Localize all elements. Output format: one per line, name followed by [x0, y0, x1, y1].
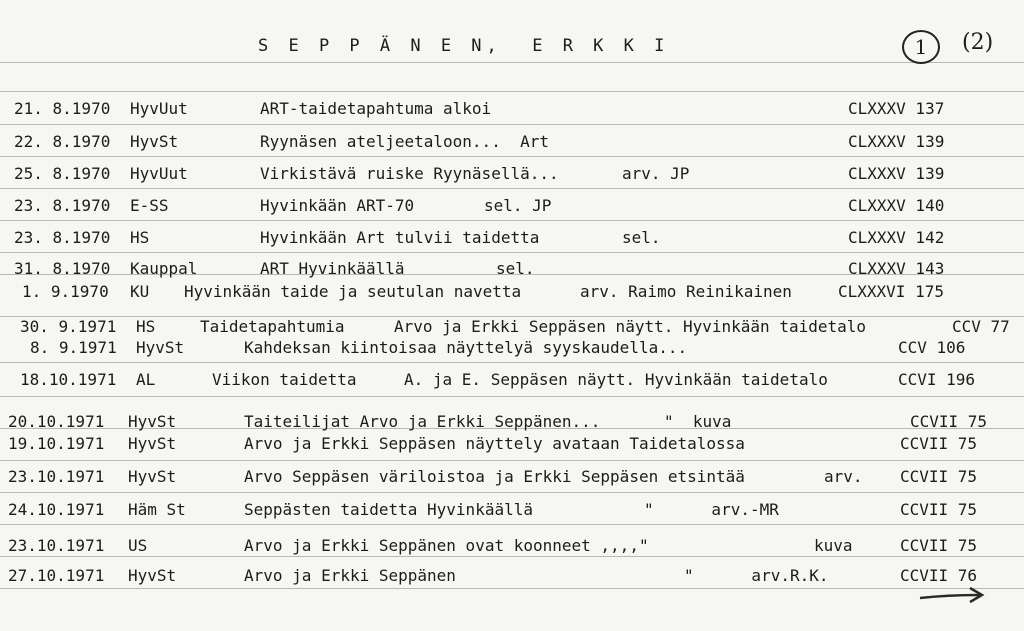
entry-source: AL — [136, 370, 156, 389]
entry-date: 23. 8.1970 — [14, 196, 111, 215]
rule-line — [0, 252, 1024, 253]
entry-source: HyvUut — [130, 164, 188, 183]
entry-ref: CCVII 75 — [900, 536, 978, 555]
entry-date: 23. 8.1970 — [14, 228, 111, 247]
entry-ref: CLXXXV 140 — [848, 196, 945, 215]
rule-line — [0, 188, 1024, 189]
rule-line — [0, 362, 1024, 363]
rule-line — [0, 556, 1024, 557]
entry-source: HyvSt — [136, 338, 185, 357]
entry-source: HyvSt — [130, 132, 179, 151]
entry-title: Virkistävä ruiske Ryynäsellä... — [260, 164, 559, 183]
entry-date: 19.10.1971 — [8, 434, 105, 453]
entry-ref: CLXXXVI 175 — [838, 282, 944, 301]
entry-title: Hyvinkään ART-70 — [260, 196, 415, 215]
continue-arrow-icon — [918, 584, 988, 608]
entry-date: 1. 9.1970 — [22, 282, 109, 301]
entry-date: 20.10.1971 — [8, 412, 105, 431]
entry-ref: CCVII 75 — [900, 434, 978, 453]
entry-title: Arvo ja Erkki Seppänen ovat koonneet ,,,," — [244, 536, 649, 555]
rule-line — [0, 492, 1024, 493]
entry-ref: CLXXXV 139 — [848, 164, 945, 183]
entry-source: KU — [130, 282, 150, 301]
rule-line — [0, 91, 1024, 92]
entry-source: HyvSt — [128, 412, 177, 431]
entry-note: arv. Raimo Reinikainen — [580, 282, 792, 301]
entry-date: 27.10.1971 — [8, 566, 105, 585]
card-number-paren: (2) — [962, 30, 994, 55]
entry-note: " arv.-MR — [644, 500, 779, 519]
entry-title: Arvo Seppäsen väriloistoa ja Erkki Seppäsen etsintää — [244, 467, 745, 486]
entry-title: Ryynäsen ateljeetaloon... Art — [260, 132, 549, 151]
entry-note: A. ja E. Seppäsen näytt. Hyvinkään taidetalo — [404, 370, 828, 389]
entry-note: arv. JP — [622, 164, 690, 183]
entry-source: HyvSt — [128, 566, 177, 585]
entry-source: HyvUut — [130, 99, 188, 118]
entry-ref: CLXXXV 139 — [848, 132, 945, 151]
rule-line — [0, 524, 1024, 525]
rule-line — [0, 460, 1024, 461]
entry-source: Kauppal — [130, 259, 198, 278]
entry-title: Hyvinkään Art tulvii taidetta — [260, 228, 540, 247]
entry-title: ART-taidetapahtuma alkoi — [260, 99, 492, 118]
entry-ref: CLXXXV 143 — [848, 259, 945, 278]
entry-date: 18.10.1971 — [20, 370, 117, 389]
entry-source: Häm St — [128, 500, 186, 519]
rule-line — [0, 156, 1024, 157]
rule-line — [0, 220, 1024, 221]
entry-source: E-SS — [130, 196, 169, 215]
entry-ref: CLXXXV 137 — [848, 99, 945, 118]
entry-date: 21. 8.1970 — [14, 99, 111, 118]
entry-note: sel. — [496, 259, 535, 278]
circled-card-number: 1 — [902, 30, 940, 64]
entry-title: ART Hyvinkäällä — [260, 259, 405, 278]
entry-ref: CCV 106 — [898, 338, 966, 357]
entry-date: 23.10.1971 — [8, 467, 105, 486]
entry-title: Viikon taidetta — [212, 370, 357, 389]
entry-date: 8. 9.1971 — [30, 338, 117, 357]
entry-note: " kuva — [664, 412, 732, 431]
entry-note: sel. JP — [484, 196, 552, 215]
entry-date: 24.10.1971 — [8, 500, 105, 519]
entry-ref: CCV 77 — [952, 317, 1010, 336]
entry-note: kuva — [814, 536, 853, 555]
entry-title: Kahdeksan kiintoisaa näyttelyä syyskaudella... — [244, 338, 688, 357]
entry-ref: CCVII 75 — [900, 467, 978, 486]
entry-note: Arvo ja Erkki Seppäsen näytt. Hyvinkään taidetalo — [394, 317, 867, 336]
entry-source: HS — [130, 228, 150, 247]
entry-ref: CCVII 75 — [900, 500, 978, 519]
entry-note: arv. — [824, 467, 863, 486]
entry-date: 31. 8.1970 — [14, 259, 111, 278]
entry-source: HyvSt — [128, 434, 177, 453]
entry-ref: CCVI 196 — [898, 370, 976, 389]
entry-title: Arvo ja Erkki Seppäsen näyttely avataan Taidetalossa — [244, 434, 745, 453]
entry-ref: CCVII 76 — [900, 566, 978, 585]
entry-date: 23.10.1971 — [8, 536, 105, 555]
entry-title: Arvo ja Erkki Seppänen — [244, 566, 456, 585]
entry-note: " arv.R.K. — [684, 566, 829, 585]
rule-line — [0, 588, 1024, 589]
entry-title: Seppästen taidetta Hyvinkäällä — [244, 500, 533, 519]
rule-line — [0, 124, 1024, 125]
entry-ref: CCVII 75 — [910, 412, 988, 431]
entry-note: sel. — [622, 228, 661, 247]
entry-date: 25. 8.1970 — [14, 164, 111, 183]
entry-title: Hyvinkään taide ja seutulan navetta — [184, 282, 522, 301]
entry-title: Taiteilijat Arvo ja Erkki Seppänen... — [244, 412, 601, 431]
entry-source: HyvSt — [128, 467, 177, 486]
entry-title: Taidetapahtumia — [200, 317, 345, 336]
entry-ref: CLXXXV 142 — [848, 228, 945, 247]
rule-line — [0, 396, 1024, 397]
card-name-heading: S E P P Ä N E N, E R K K I — [258, 36, 670, 56]
entry-source: HS — [136, 317, 156, 336]
entry-source: US — [128, 536, 148, 555]
entry-date: 22. 8.1970 — [14, 132, 111, 151]
rule-line — [0, 62, 1024, 63]
entry-date: 30. 9.1971 — [20, 317, 117, 336]
